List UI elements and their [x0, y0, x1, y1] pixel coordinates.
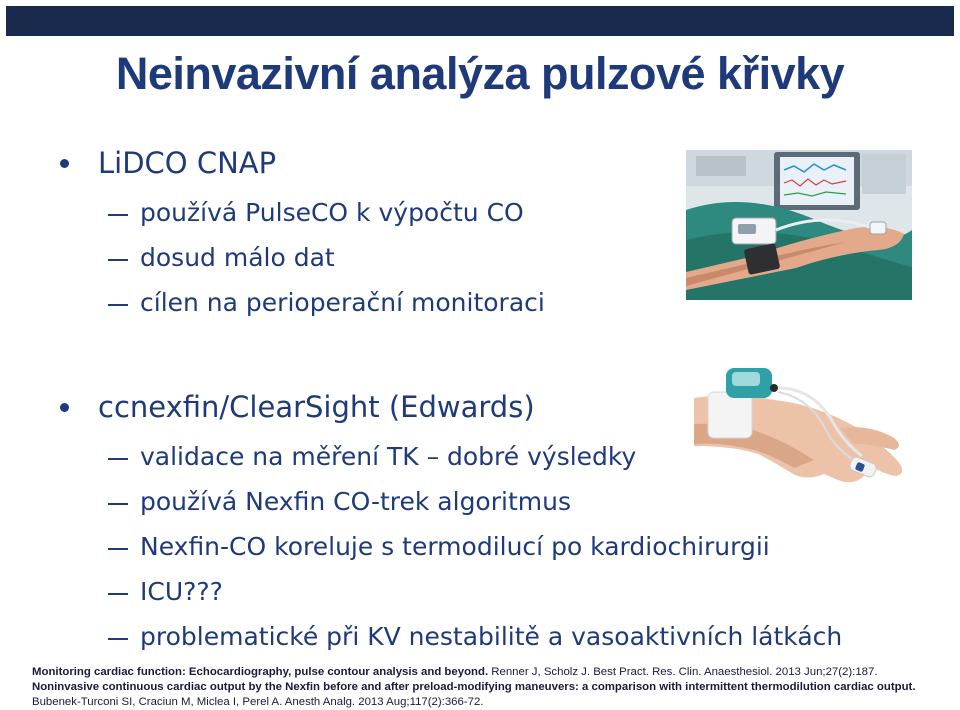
sub-item-text: cílen na perioperační monitoraci — [140, 288, 545, 317]
dash-marker — [108, 638, 128, 640]
sub-item-text: používá Nexfin CO-trek algoritmus — [140, 487, 571, 516]
reference-title: Monitoring cardiac function: Echocardiography, pulse contour analysis and beyond. — [32, 666, 489, 678]
reference-authors: Renner J, Scholz J. Best Pract. Res. Clin. Anaesthesiol. 2013 Jun;27(2):187. — [488, 666, 878, 678]
references — [32, 665, 932, 710]
reference-title: Noninvasive continuous cardiac output by the Nexfin before and after preload-modifying maneuvers: a comparison with intermittent thermodilution cardiac output. — [32, 681, 916, 693]
sub-item-text: validace na měření TK – dobré výsledky — [140, 442, 637, 471]
dash-marker — [108, 214, 128, 216]
sub-item-text: problematické při KV nestabilitě a vasoaktivních látkách — [140, 622, 843, 651]
dash-marker — [108, 548, 128, 550]
dash-marker — [108, 304, 128, 306]
bullet-dot — [60, 403, 69, 412]
dash-marker — [108, 593, 128, 595]
reference-authors: Bubenek-Turconi SI, Craciun M, Miclea I, Perel A. Anesth Analg. 2013 Aug;117(2):366-72. — [32, 696, 484, 708]
slide-top-bar — [6, 6, 954, 36]
cnap-monitor-photo — [686, 150, 912, 300]
bullet-text: ccnexfin/ClearSight (Edwards) — [98, 390, 535, 424]
sub-item-text: používá PulseCO k výpočtu CO — [140, 198, 524, 227]
clearsight-hand-photo — [694, 364, 908, 504]
dash-marker — [108, 503, 128, 505]
dash-marker — [108, 458, 128, 460]
sub-item-text: ICU??? — [140, 577, 223, 606]
bullet-text: LiDCO CNAP — [98, 146, 277, 180]
sub-item-text: Nexfin-CO koreluje s termodilucí po kardiochirurgii — [140, 532, 770, 561]
sub-item-text: dosud málo dat — [140, 243, 335, 272]
slide-title: Neinvazivní analýza pulzové křivky — [115, 48, 845, 99]
reference-1 — [32, 665, 932, 680]
bullet-dot — [60, 159, 69, 168]
dash-marker — [108, 259, 128, 261]
